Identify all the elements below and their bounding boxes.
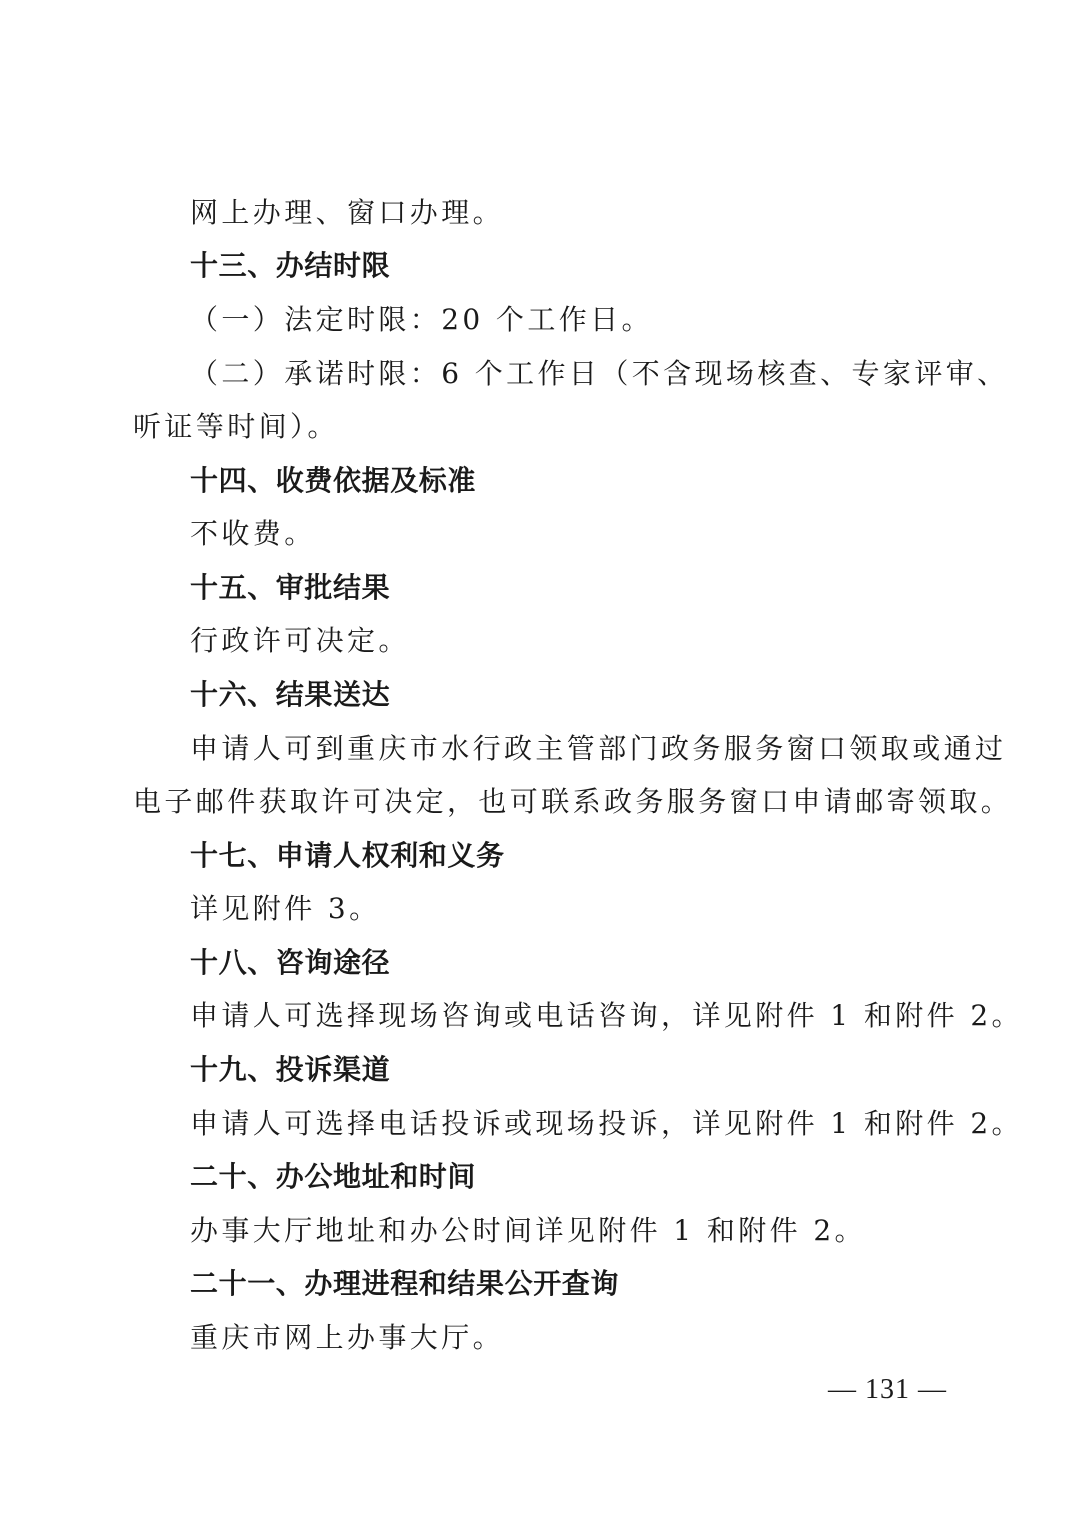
paragraph-line: （一）法定时限：20 个工作日。 [190,303,653,336]
section-heading: 十五、审批结果 [190,571,391,604]
paragraph-line: 不收费。 [190,517,316,550]
page-number: — 131 — [828,1374,947,1405]
section-heading: 十九、投诉渠道 [190,1053,391,1086]
paragraph-line: 网上办理、窗口办理。 [190,196,505,229]
paragraph-line: 电子邮件获取许可决定，也可联系政务服务窗口申请邮寄领取。 [133,785,1013,818]
paragraph-line: 申请人可选择电话投诉或现场投诉，详见附件 1 和附件 2。 [190,1107,1023,1140]
section-heading: 十六、结果送达 [190,678,391,711]
section-heading: 十八、咨询途径 [190,946,391,979]
paragraph-line: （二）承诺时限：6 个工作日（不含现场核查、专家评审、 [190,357,1009,390]
paragraph-line: 办事大厅地址和办公时间详见附件 1 和附件 2。 [190,1214,866,1247]
paragraph-line: 申请人可到重庆市水行政主管部门政务服务窗口领取或通过 [190,732,1007,765]
paragraph-line: 行政许可决定。 [190,624,410,657]
paragraph-line: 听证等时间）。 [133,410,339,443]
section-heading: 二十、办公地址和时间 [190,1160,477,1193]
section-heading: 十四、收费依据及标准 [190,464,477,497]
section-heading: 二十一、办理进程和结果公开查询 [190,1267,620,1300]
section-heading: 十七、申请人权利和义务 [190,839,505,872]
section-heading: 十三、办结时限 [190,249,391,282]
paragraph-line: 重庆市网上办事大厅。 [190,1321,505,1354]
paragraph-line: 详见附件 3。 [190,892,381,925]
paragraph-line: 申请人可选择现场咨询或电话咨询，详见附件 1 和附件 2。 [190,999,1023,1032]
